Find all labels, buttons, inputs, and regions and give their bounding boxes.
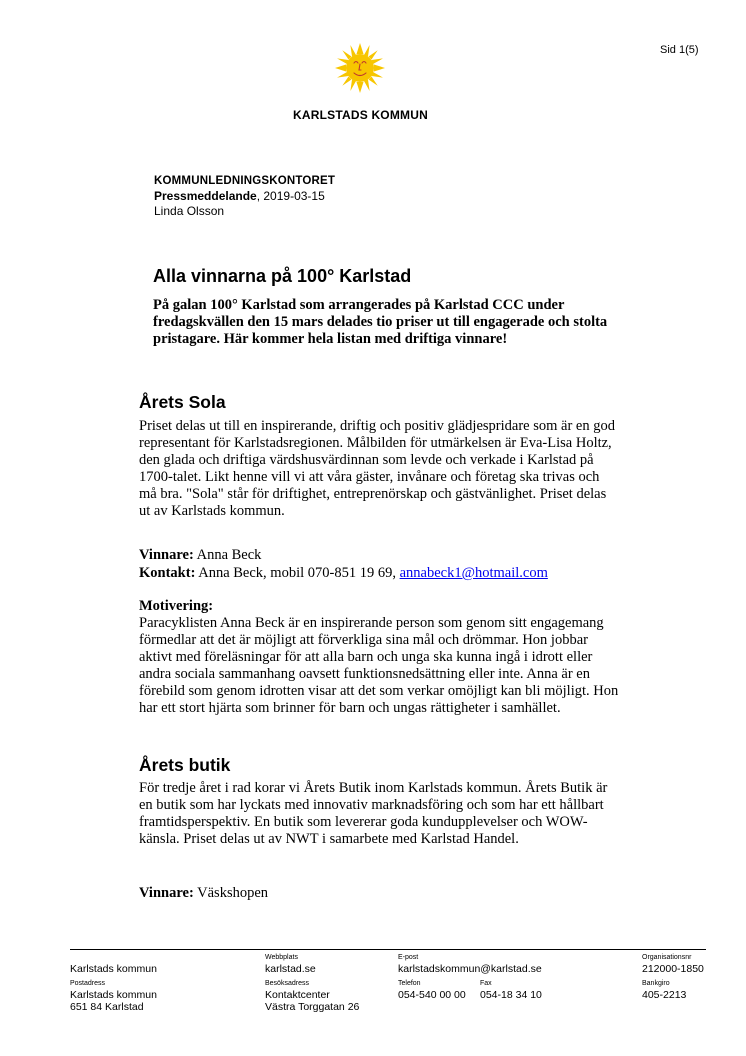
organization-name: KARLSTADS KOMMUN (293, 108, 428, 122)
contact-details: Anna Beck, mobil 070-851 19 69, (195, 565, 400, 581)
footer-bankgiro: 405-2213 (642, 989, 687, 1001)
footer-orgnr-label: Organisationsnr (642, 954, 692, 961)
footer-postal-line2: 651 84 Karlstad (70, 1001, 144, 1013)
contact-line (139, 565, 619, 582)
footer-visit-line1: Kontaktcenter (265, 989, 330, 1001)
contact-email-link[interactable]: annabeck1@hotmail.com (399, 565, 548, 581)
footer-phone-label: Telefon (398, 980, 421, 987)
footer-fax-label: Fax (480, 980, 492, 987)
winner-name: Anna Beck (193, 547, 262, 563)
doc-date: , 2019-03-15 (256, 189, 325, 203)
footer-fax: 054-18 34 10 (480, 989, 542, 1001)
doc-type-line (154, 189, 335, 204)
winner-line (139, 547, 619, 564)
footer-divider (70, 949, 706, 950)
department-name: KOMMUNLEDNINGSKONTORET (154, 175, 336, 187)
footer-visit-line2: Västra Torggatan 26 (265, 1001, 360, 1013)
author: Linda Olsson (154, 204, 225, 218)
footer-org: Karlstads kommun (70, 963, 157, 975)
footer-email-label: E-post (398, 954, 419, 961)
footer-email: karlstadskommun@karlstad.se (398, 963, 542, 975)
winner-label-butik: Vinnare: (139, 885, 194, 901)
page-number: Sid 1(5) (660, 44, 699, 56)
contact-label: Kontakt: (139, 565, 196, 581)
motivation-label-text: Motivering: (139, 598, 214, 614)
page-title: Alla vinnarna på 100° Karlstad (153, 266, 412, 286)
footer-visit-label: Besöksadress (265, 980, 309, 987)
section-text-arets-butik: För tredje året i rad korar vi Årets Butik inom Karlstads kommun. Årets Butik är en butik som har lyckats med innovativ marknadsföring och som har ett hållbart framtidsperspektiv. En butik som levererar goda kundupplevelser och WOW-känsla. Priset delas ut av NWT i samarbete med Karlstad Handel. (139, 780, 608, 847)
sun-logo-icon (334, 42, 386, 94)
winner-line-butik (139, 885, 619, 902)
motivation-text: Paracyklisten Anna Beck är en inspirerande person som genom sitt engagemang förmedlar att det är möjligt att förverkliga sina mål och drömmar. Hon jobbar aktivt med föreläsningar för att alla barn och unga ska kunna ingå i idrott eller andra sociala sammanhang oavsett funktionsnedsättning eller inte. Anna är en förebild som genom idrotten visar att det som verkar omöjligt kan bli möjligt. Hon har ett stort hjärta som brinner för barn och ungas rättigheter i samhället. (139, 615, 619, 716)
footer-orgnr: 212000-1850 (642, 963, 704, 975)
document-header (154, 174, 335, 219)
section-heading-arets-butik: Årets butik (139, 755, 231, 775)
footer-phone: 054-540 00 00 (398, 989, 466, 1001)
section-heading-arets-sola: Årets Sola (139, 392, 226, 412)
footer-postal-label: Postadress (70, 980, 106, 987)
footer-postal-line1: Karlstads kommun (70, 989, 157, 1001)
footer-web: karlstad.se (265, 963, 316, 975)
section-text-arets-sola: Priset delas ut till en inspirerande, driftig och positiv glädjespridare som är en god representant för Karlstadsregionen. Målbilden för utmärkelsen är Eva-Lisa Holtz, den glada och driftiga värdshusvärdinnan som levde och verkade i Karlstad på 1700-talet. Likt henne vill vi att våra gäster, invånare och företag ska trivas och må bra. "Sola" står för driftighet, entreprenörskap och gästvänlighet. Priset delas ut av Karlstads kommun. (139, 418, 615, 519)
winner-label: Vinnare: (139, 547, 194, 563)
footer-bankgiro-label: Bankgiro (642, 980, 670, 987)
lead-paragraph: På galan 100° Karlstad som arrangerades på Karlstad CCC under fredagskvällen den 15 mars delades tio priser ut till engagerade och stolta pristagare. Här kommer hela listan med driftiga vinnare! (153, 297, 608, 347)
footer-web-label: Webbplats (265, 954, 298, 961)
motivation-label (139, 598, 619, 615)
winner-name-butik: Väskshopen (193, 885, 269, 901)
doc-type: Pressmeddelande (154, 189, 257, 203)
